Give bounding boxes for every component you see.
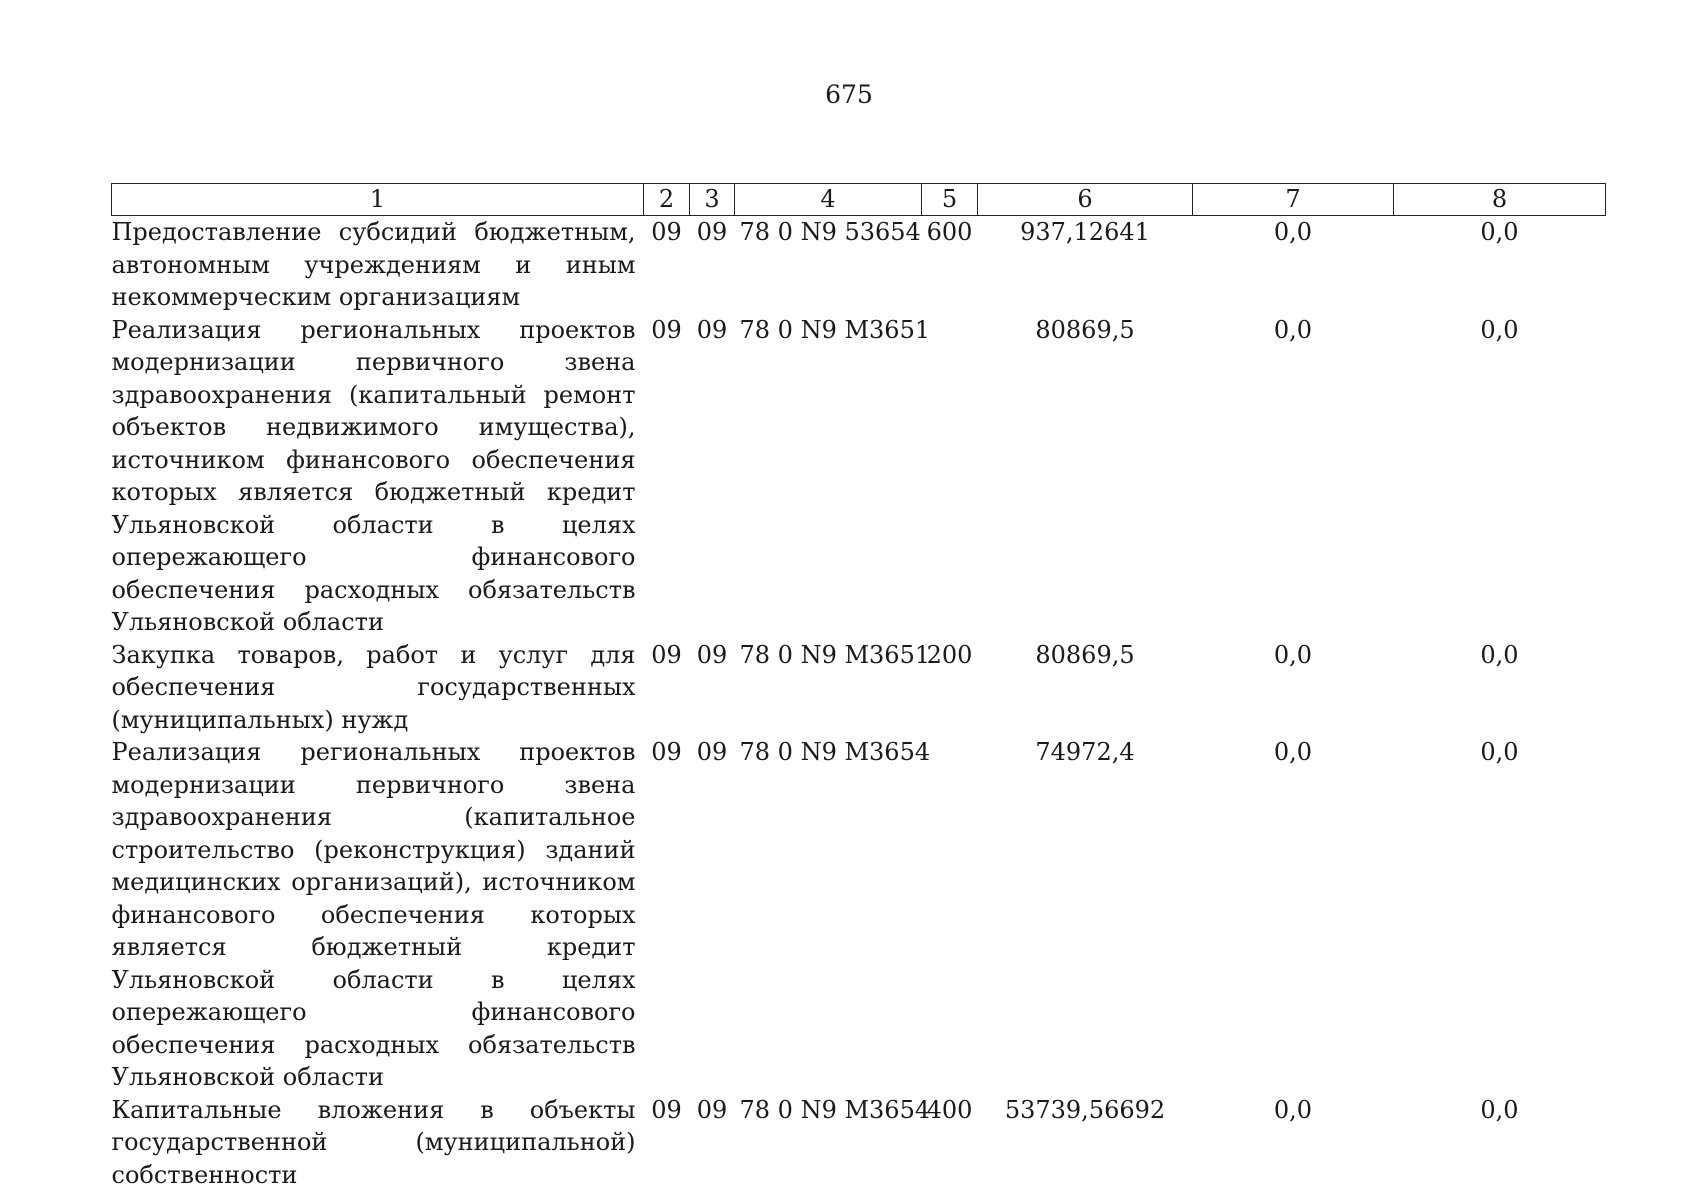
row-section: 09	[651, 315, 682, 344]
row-expense-type	[922, 736, 978, 1094]
row-col8: 0,0	[1480, 640, 1519, 669]
row-description: Реализация региональных проектов модернизации первичного звена здравоохранения (капитальное строительство (реконструкция) зданий медицинских организаций), источником финансового обеспечения которых является бюджетный кредит Ульяновской области в целях опережающего финансового обеспечения расходных обязательств Ульяновской области	[111, 738, 636, 1091]
row-col7: 0,0	[1273, 315, 1313, 344]
table-row	[112, 216, 1606, 314]
row-amount: 80869,5	[1035, 640, 1135, 669]
row-target-code: 78 0 N9 M3651	[739, 315, 931, 344]
header-row	[112, 184, 1606, 216]
row-expense-type: 400	[926, 1095, 973, 1124]
row-amount: 74972,4	[1035, 738, 1135, 766]
row-description: Капитальные вложения в объекты государственной (муниципальной) собственности	[111, 1095, 636, 1189]
table-row	[112, 639, 1606, 737]
row-subsection: 09	[696, 218, 728, 246]
row-subsection: 09	[696, 315, 728, 344]
row-col8: 0,0	[1480, 315, 1519, 344]
row-col7: 0,0	[1273, 738, 1313, 766]
row-col8: 0,0	[1480, 738, 1519, 766]
table-row	[112, 736, 1606, 1094]
row-section: 09	[651, 640, 682, 669]
row-col7: 0,0	[1273, 218, 1313, 246]
row-target-code: 78 0 N9 M3654	[739, 1095, 931, 1124]
row-description: Закупка товаров, работ и услуг для обеспечения государственных (муниципальных) нужд	[111, 640, 636, 734]
row-target-code: 78 0 N9 M3654	[739, 738, 931, 766]
row-subsection: 09	[696, 738, 728, 766]
row-description: Предоставление субсидий бюджетным, автономным учреждениям и иным некоммерческим организациям	[111, 218, 636, 311]
row-col8: 0,0	[1480, 218, 1519, 246]
column-header: 1	[112, 184, 644, 216]
column-header: 8	[1394, 184, 1606, 216]
row-description: Реализация региональных проектов модернизации первичного звена здравоохранения (капитальный ремонт объектов недвижимого имущества), источником финансового обеспечения которых является бюджетный кредит Ульяновской области в целях опережающего финансового обеспечения расходных обязательств Ульяновской области	[111, 315, 636, 636]
column-header: 2	[644, 184, 690, 216]
column-header: 3	[690, 184, 735, 216]
page-number: 675	[825, 80, 873, 109]
column-header: 5	[922, 184, 978, 216]
row-section: 09	[651, 218, 682, 246]
row-target-code: 78 0 N9 M3651	[739, 640, 931, 669]
row-col8: 0,0	[1480, 1095, 1519, 1124]
row-expense-type	[922, 314, 978, 639]
row-amount: 80869,5	[1035, 315, 1135, 344]
row-amount: 937,12641	[1020, 218, 1150, 246]
row-target-code: 78 0 N9 53654	[739, 218, 921, 246]
column-header: 6	[978, 184, 1193, 216]
row-col7: 0,0	[1273, 1095, 1313, 1124]
column-header: 4	[735, 184, 922, 216]
row-subsection: 09	[696, 640, 728, 669]
table-row	[112, 1094, 1606, 1192]
row-col7: 0,0	[1273, 640, 1313, 669]
row-expense-type: 600	[926, 218, 973, 246]
table-row	[112, 314, 1606, 639]
column-header: 7	[1193, 184, 1394, 216]
row-subsection: 09	[696, 1095, 728, 1124]
row-expense-type: 200	[926, 640, 973, 669]
row-section: 09	[651, 738, 682, 766]
budget-table	[111, 183, 1606, 1191]
row-amount: 53739,56692	[1004, 1095, 1166, 1124]
row-section: 09	[651, 1095, 682, 1124]
